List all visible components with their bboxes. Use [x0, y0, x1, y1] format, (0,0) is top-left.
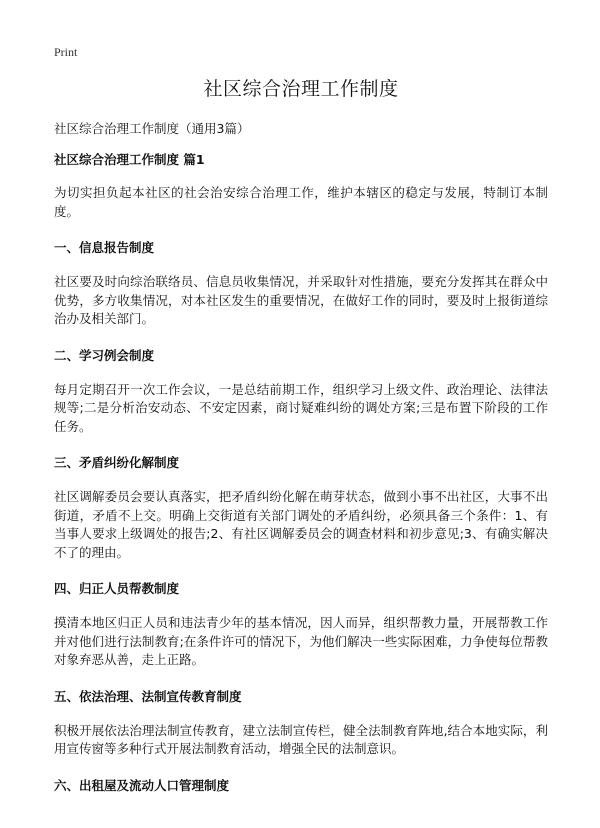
document-subtitle: 社区综合治理工作制度（通用3篇） — [54, 121, 250, 136]
print-label[interactable]: Print — [54, 45, 78, 59]
section-heading-study-meeting: 二、学习例会制度 — [54, 347, 155, 363]
section-body-legal-education: 积极开展依法治理法制宣传教育，建立法制宣传栏，健全法制教育阵地,结合本地实际，利用宣传窗等多种行式开展法制教育活动，增强全民的法制意识。 — [54, 722, 548, 756]
section-body-info-report: 社区要及时向综治联络员、信息员收集情况，并采取针对性措施，要充分发挥其在群众中优势，多方收集情况，对本社区发生的重要情况，在做好工作的同时，要及时上报街道综治办及相关部门。 — [54, 274, 548, 326]
section-body-study-meeting: 每月定期召开一次工作会议，一是总结前期工作，组织学习上级文件、政治理论、法律法规等;二是分析治安动态、不安定因素，商讨疑难纠纷的调处方案;三是布置下阶段的工作任务。 — [54, 381, 548, 434]
section-body-rehabilitation: 摸清本地区归正人员和违法青少年的基本情况，因人而异，组织帮教力量，开展帮教工作并对他们进行法制教育;在条件许可的情况下，为他们解决一些实际困难，力争使每位帮教对象弃恶从善，走上正路。 — [54, 615, 548, 667]
document-title: 社区综合治理工作制度 — [203, 78, 399, 100]
section-body-dispute-resolution: 社区调解委员会要认真落实，把矛盾纠纷化解在萌芽状态，做到小事不出社区，大事不出街道，矛盾不上交。明确上交街道有关部门调处的矛盾纠纷，必须具备三个条件：1、有当事人要求上级调处的报告;2、有社区调解委员会的调查材料和初步意见;3、有确实解决不了的理由。 — [54, 489, 548, 560]
section-heading-info-report: 一、信息报告制度 — [54, 240, 155, 255]
section-heading-dispute-resolution: 三、矛盾纠纷化解制度 — [54, 455, 180, 470]
section-heading-legal-education: 五、依法治理、法制宣传教育制度 — [54, 688, 242, 704]
section-heading-rehabilitation: 四、归正人员帮教制度 — [54, 581, 180, 596]
section-heading-rental-population: 六、出租屋及流动人口管理制度 — [54, 777, 230, 793]
intro-paragraph: 为切实担负起本社区的社会治安综合治理工作，维护本辖区的稳定与发展，特制订本制度。 — [54, 185, 548, 219]
article-heading: 社区综合治理工作制度 篇1 — [54, 152, 205, 167]
